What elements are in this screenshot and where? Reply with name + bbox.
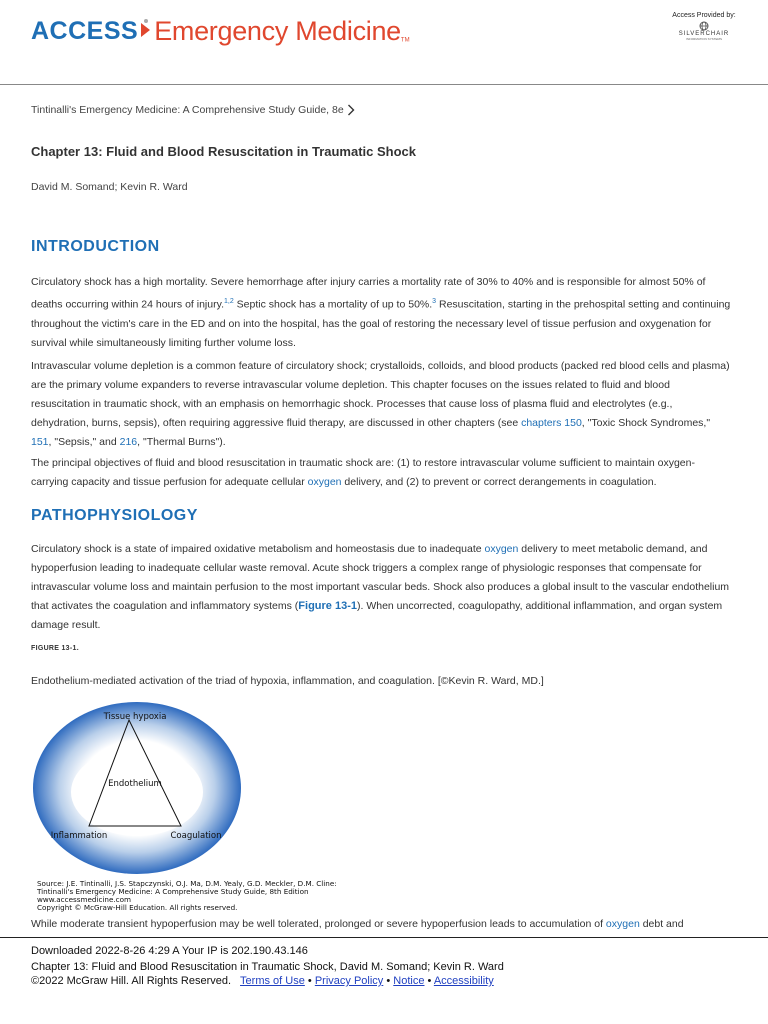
breadcrumb[interactable] (31, 104, 355, 116)
text-run: Circulatory shock has a high mortality. Severe hemorrhage after injury carries a mortality rate of 30% to 40% and is responsible for almost 50% of deaths occurring within 24 hours of injury. (31, 276, 706, 311)
oxygen-link[interactable]: oxygen (307, 476, 342, 488)
download-info: Downloaded 2022-8-26 4:29 A Your IP is 202.190.43.146 (31, 945, 308, 957)
text-run: , "Toxic Shock Syndromes," (581, 417, 711, 429)
terms-of-use-link[interactable]: Terms of Use (240, 975, 305, 987)
site-header (0, 0, 768, 85)
page-footer (0, 937, 768, 987)
bullet-separator: • (386, 975, 391, 987)
text-run: While moderate transient hypoperfusion may be well tolerated, prolonged or severe hypoperfusion leads to accumulation of (31, 918, 606, 930)
reference-link[interactable]: 3 (432, 298, 437, 305)
patho-paragraph-2 (31, 917, 731, 931)
text-run: delivery, and (2) to prevent or correct derangements in coagulation. (341, 476, 657, 488)
chapter-title: Chapter 13: Fluid and Blood Resuscitation in Traumatic Shock (31, 144, 417, 159)
text-run: delivery to meet metabolic demand, and hypoperfusion leading to inadequate cellular waste removal. Acute shock triggers a complex range of physiologic responses that compensate for intravascular volume loss and maintain perfusion to the most important vascular beds. Shock also produces a global insult to the vascular endothelium that activates the coagulation and inflammatory systems ( (31, 543, 730, 612)
privacy-policy-link[interactable]: Privacy Policy (314, 975, 384, 987)
legal-line (31, 975, 494, 987)
oxygen-link[interactable]: oxygen (605, 918, 640, 930)
citation-line: Chapter 13: Fluid and Blood Resuscitation in Traumatic Shock, David M. Somand; Kevin R. Ward (31, 961, 504, 973)
bullet-separator: • (307, 975, 312, 987)
notice-link[interactable]: Notice (393, 975, 425, 987)
text-run: The principal objectives of fluid and blood resuscitation in traumatic shock are: (1) to restore intravascular volume sufficient to maintain oxygen-carrying capacity and tissue perfusion for adequate cellular (31, 457, 695, 488)
label-endothelium: Endothelium (108, 779, 162, 789)
text-run: Septic shock has a mortality of up to 50%. (233, 298, 433, 311)
intro-paragraph-3 (31, 454, 731, 492)
logo-access-text: ACCESS (31, 17, 139, 45)
text-run: Circulatory shock is a state of impaired oxidative metabolism and homeostasis due to inadequate (31, 543, 485, 555)
provider-name: SILVERCHAIR (678, 31, 730, 37)
source-line: Tintinalli's Emergency Medicine: A Comprehensive Study Guide, 8th Edition (37, 887, 309, 896)
logo-trademark: TM (400, 37, 410, 44)
chapter-150-link[interactable]: chapters 150 (521, 417, 582, 429)
chapter-authors: David M. Somand; Kevin R. Ward (31, 181, 188, 193)
intro-paragraph-2 (31, 357, 731, 452)
access-emergency-medicine-logo[interactable] (31, 14, 410, 54)
intro-paragraph-1 (31, 273, 731, 353)
source-line: Copyright © McGraw-Hill Education. All rights reserved. (37, 903, 238, 912)
figure-source (37, 880, 337, 912)
logo-product-text: Emergency Medicine (154, 16, 401, 46)
breadcrumb-book-title[interactable]: Tintinalli's Emergency Medicine: A Comprehensive Study Guide, 8e (31, 104, 344, 116)
label-inflammation: Inflammation (50, 831, 108, 841)
bullet-separator: • (427, 975, 432, 987)
figure-13-1-link[interactable]: Figure 13-1 (298, 600, 357, 612)
access-provided-label: Access Provided by: (672, 12, 736, 19)
chapter-216-link[interactable]: 216 (119, 436, 138, 448)
text-run: Intravascular volume depletion is a common feature of circulatory shock; crystalloids, colloids, and blood products (packed red blood cells and plasma) are the primary volume expanders to reverse intravascular volume depletion. This chapter focuses on the issues related to fluid and blood resuscitation in traumatic shock, with an emphasis on hemorrhagic shock. Processes that cause loss of plasma fluid and electrolytes (e.g., dehydration, burns, sepsis), often requiring aggressive fluid therapy, are discussed in other chapters (see (31, 360, 730, 429)
provider-subtitle: INFORMATION SYSTEMS (686, 37, 722, 41)
silverchair-globe-icon (699, 21, 709, 31)
chapter-151-link[interactable]: 151 (31, 436, 49, 448)
text-run: , "Sepsis," and (48, 436, 120, 448)
label-tissue-hypoxia: Tissue hypoxia (103, 712, 167, 722)
pathophysiology-heading: PATHOPHYSIOLOGY (31, 507, 198, 524)
triad-diagram[interactable] (31, 700, 243, 876)
inner-ellipse (71, 748, 203, 836)
text-run: debt and (639, 918, 684, 930)
text-run: ). When uncorrected, coagulopathy, additional inflammation, and organ system damage result. (31, 600, 723, 631)
text-run: , "Thermal Burns"). (137, 436, 226, 448)
introduction-heading: INTRODUCTION (31, 238, 160, 255)
access-provider (668, 12, 740, 41)
source-line: www.accessmedicine.com (37, 895, 132, 904)
text-run: Resuscitation, starting in the prehospital setting and continuing throughout the victim's care in the ED and on into the hospital, has the goal of restoring the necessary level of tissue perfusion and oxygenation for survival while simultaneously limiting further volume loss. (31, 298, 731, 349)
patho-paragraph-1 (31, 540, 731, 635)
reference-link[interactable]: 1,2 (224, 298, 234, 305)
label-coagulation: Coagulation (170, 831, 222, 841)
copyright-text: ©2022 McGraw Hill. All Rights Reserved. (31, 975, 232, 987)
figure-label: FIGURE 13-1. (31, 645, 79, 652)
logo-chevron-icon (139, 14, 153, 49)
chevron-right-icon (347, 104, 355, 116)
source-line: Source: J.E. Tintinalli, J.S. Stapczynski, O.J. Ma, D.M. Yealy, G.D. Meckler, D.M. Cline: (37, 879, 337, 888)
accessibility-link[interactable]: Accessibility (433, 975, 494, 987)
oxygen-link[interactable]: oxygen (484, 543, 519, 555)
figure-caption: Endothelium-mediated activation of the triad of hypoxia, inflammation, and coagulation. [©Kevin R. Ward, MD.] (31, 675, 544, 687)
